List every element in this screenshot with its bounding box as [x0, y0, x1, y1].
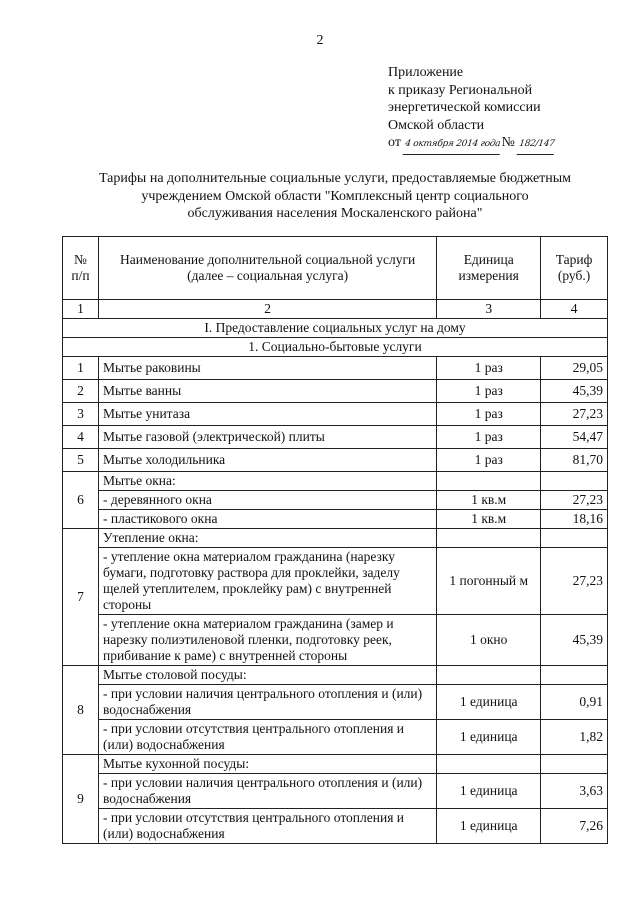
row-unit: 1 раз [437, 426, 541, 449]
column-index: 1 [63, 300, 99, 319]
empty-cell [541, 472, 608, 491]
item-name: - при условии отсутствия центрального отопления и (или) водоснабжения [98, 720, 436, 755]
item-price: 7,26 [541, 809, 608, 844]
group-title-row [63, 529, 608, 548]
empty-cell [541, 529, 608, 548]
item-price: 27,23 [541, 491, 608, 510]
row-price: 54,47 [541, 426, 608, 449]
title-line: обслуживания населения Москаленского района" [187, 206, 483, 221]
empty-cell [437, 755, 541, 774]
handwritten-number: 182/147 [517, 136, 557, 155]
date-prefix: от [388, 135, 401, 150]
empty-cell [541, 755, 608, 774]
column-index: 4 [541, 300, 608, 319]
item-unit: 1 кв.м [437, 491, 541, 510]
group-title: Мытье окна: [98, 472, 436, 491]
row-price: 81,70 [541, 449, 608, 472]
column-index: 2 [98, 300, 436, 319]
column-index-row [63, 300, 608, 319]
annex-line: к приказу Региональной [388, 82, 533, 98]
item-name: - утепление окна материалом гражданина (замер и нарезку полиэтиленовой пленки, подготовку реек, прибивание к раме) с внутренней стороны [98, 615, 436, 666]
section-row [63, 319, 608, 338]
item-unit: 1 кв.м [437, 510, 541, 529]
row-unit: 1 раз [437, 449, 541, 472]
header-num: № п/п [63, 237, 99, 300]
row-name: Мытье газовой (электрической) плиты [98, 426, 436, 449]
group-item-row [63, 510, 608, 529]
annex-line: Приложение [388, 65, 464, 80]
tariffs-table [62, 236, 608, 844]
row-num: 5 [63, 449, 99, 472]
header-unit: Единица измерения [437, 237, 541, 300]
row-unit: 1 раз [437, 403, 541, 426]
row-num: 2 [63, 380, 99, 403]
subsection-title: 1. Социально-бытовые услуги [63, 338, 608, 357]
row-num: 3 [63, 403, 99, 426]
empty-cell [437, 666, 541, 685]
item-price: 0,91 [541, 685, 608, 720]
item-price: 27,23 [541, 548, 608, 615]
title-line: учреждением Омской области "Комплексный центр социального [141, 188, 529, 204]
row-name: Мытье холодильника [98, 449, 436, 472]
group-num: 6 [63, 472, 99, 529]
group-num: 9 [63, 755, 99, 844]
subsection-row [63, 338, 608, 357]
row-name: Мытье ванны [98, 380, 436, 403]
item-unit: 1 погонный м [437, 548, 541, 615]
annex-block [388, 64, 556, 155]
row-name: Мытье раковины [98, 357, 436, 380]
item-price: 45,39 [541, 615, 608, 666]
table-row [63, 380, 608, 403]
group-num: 7 [63, 529, 99, 666]
header-price: Тариф (руб.) [541, 237, 608, 300]
empty-cell [541, 666, 608, 685]
item-name: - пластикового окна [98, 510, 436, 529]
item-price: 1,82 [541, 720, 608, 755]
row-num: 4 [63, 426, 99, 449]
group-item-row [63, 774, 608, 809]
item-price: 18,16 [541, 510, 608, 529]
table-row [63, 449, 608, 472]
page-number: 2 [316, 33, 324, 48]
annex-line: Омской области [388, 117, 485, 133]
group-title: Мытье кухонной посуды: [98, 755, 436, 774]
item-unit: 1 единица [437, 809, 541, 844]
group-item-row [63, 720, 608, 755]
item-name: - деревянного окна [98, 491, 436, 510]
row-name: Мытье унитаза [98, 403, 436, 426]
table-row [63, 357, 608, 380]
item-price: 3,63 [541, 774, 608, 809]
table-row [63, 426, 608, 449]
item-name: - при условии наличия центрального отопления и (или) водоснабжения [98, 774, 436, 809]
group-title-row [63, 755, 608, 774]
empty-cell [437, 529, 541, 548]
annex-date-line [388, 134, 556, 155]
document-title [70, 170, 600, 223]
table-row [63, 403, 608, 426]
item-unit: 1 единица [437, 774, 541, 809]
group-title: Мытье столовой посуды: [98, 666, 436, 685]
group-item-row [63, 809, 608, 844]
empty-cell [437, 472, 541, 491]
column-index: 3 [437, 300, 541, 319]
item-unit: 1 окно [437, 615, 541, 666]
section-title: I. Предоставление социальных услуг на дому [63, 319, 608, 338]
table-header-row [63, 237, 608, 300]
group-title-row [63, 472, 608, 491]
group-item-row [63, 491, 608, 510]
row-price: 45,39 [541, 380, 608, 403]
row-unit: 1 раз [437, 380, 541, 403]
group-item-row [63, 685, 608, 720]
item-name: - при условии наличия центрального отопления и (или) водоснабжения [98, 685, 436, 720]
group-item-row [63, 615, 608, 666]
number-label: № [501, 135, 515, 150]
item-name: - при условии отсутствия центрального отопления и (или) водоснабжения [98, 809, 436, 844]
row-unit: 1 раз [437, 357, 541, 380]
group-title-row [63, 666, 608, 685]
item-unit: 1 единица [437, 720, 541, 755]
row-num: 1 [63, 357, 99, 380]
item-unit: 1 единица [437, 685, 541, 720]
annex-line: энергетической комиссии [388, 100, 541, 115]
title-line: Тарифы на дополнительные социальные услуги, предоставляемые бюджетным [98, 171, 572, 186]
group-title: Утепление окна: [98, 529, 436, 548]
item-name: - утепление окна материалом гражданина (нарезку бумаги, подготовку раствора для проклейки, заделу щелей утеплителем, проклейку рам) с внутренней стороны [98, 548, 436, 615]
handwritten-date: 4 октября 2014 года [403, 136, 503, 155]
row-price: 29,05 [541, 357, 608, 380]
group-item-row [63, 548, 608, 615]
header-name: Наименование дополнительной социальной услуги (далее – социальная услуга) [98, 237, 436, 300]
row-price: 27,23 [541, 403, 608, 426]
group-num: 8 [63, 666, 99, 755]
